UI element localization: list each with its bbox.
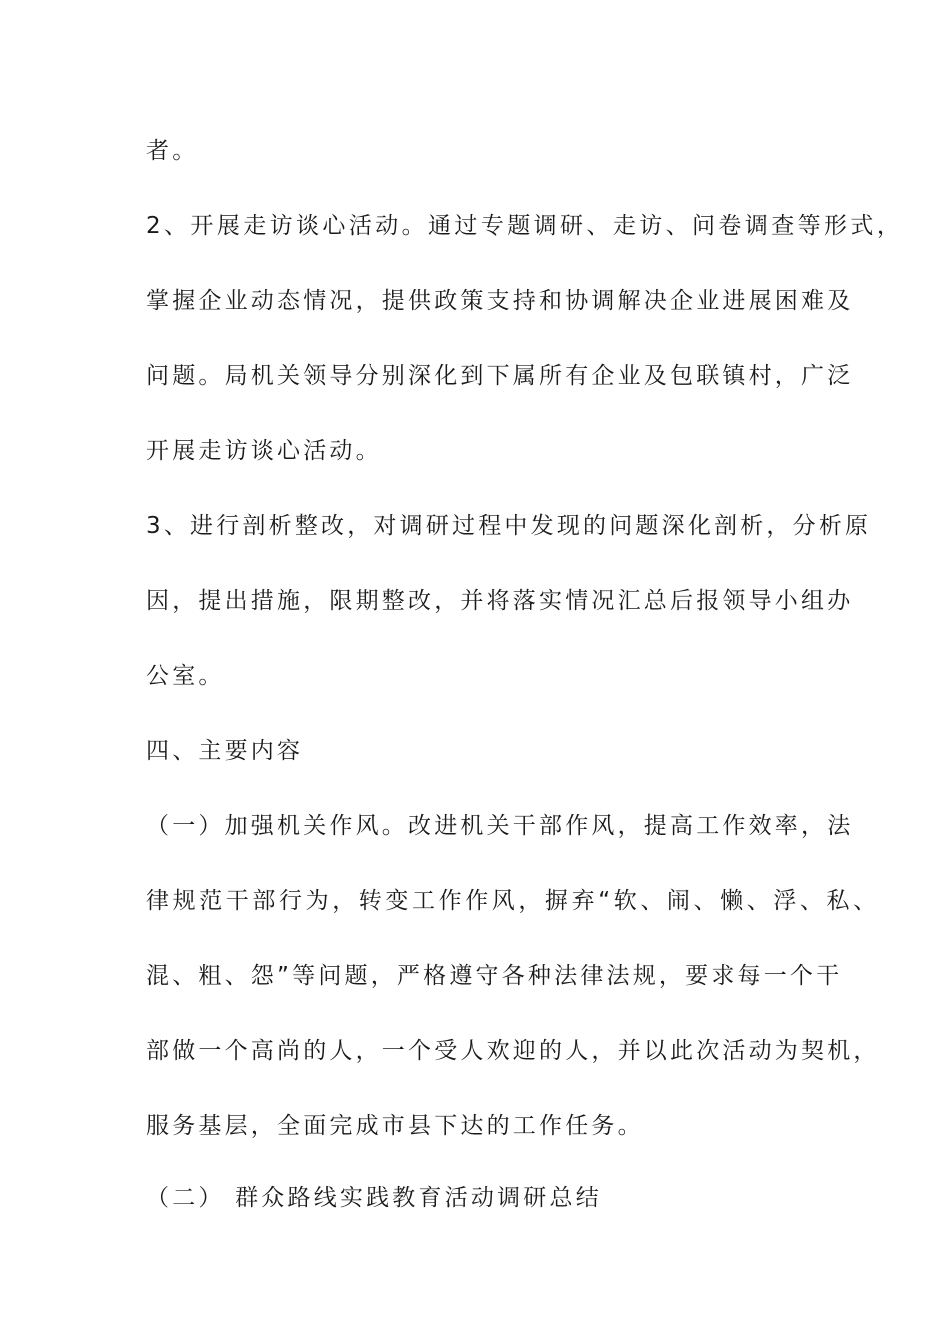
text-line-item-3-start: 3、进行剖析整改，对调研过程中发现的问题深化剖析，分析原	[146, 513, 872, 539]
text-line: 公室。	[146, 663, 225, 689]
text-line: 因，提出措施，限期整改，并将落实情况汇总后报领导小组办	[146, 588, 854, 614]
text-line-continuation: 者。	[146, 138, 199, 164]
text-line: 掌握企业动态情况，提供政策支持和协调解决企业进展困难及	[146, 288, 854, 314]
text-line-item-2-start: 2、开展走访谈心活动。通过专题调研、走访、问卷调查等形式，	[146, 213, 904, 239]
text-line: 混、粗、怨”等问题，严格遵守各种法律法规，要求每一个干	[146, 963, 843, 989]
text-line: 问题。局机关领导分别深化到下属所有企业及包联镇村，广泛	[146, 363, 854, 389]
text-line: 服务基层，全面完成市县下达的工作任务。	[146, 1113, 644, 1139]
text-line: 部做一个高尚的人，一个受人欢迎的人，并以此次活动为契机，	[146, 1038, 880, 1064]
section-heading: 四、主要内容	[146, 738, 304, 764]
text-line: 律规范干部行为，转变工作作风，摒弃“软、闹、懒、浮、私、	[146, 888, 880, 914]
subsection-1-start: （一）加强机关作风。改进机关干部作风，提高工作效率，法	[146, 813, 854, 839]
text-line: 开展走访谈心活动。	[146, 438, 382, 464]
subsection-2-heading: （二） 群众路线实践教育活动调研总结	[146, 1185, 602, 1211]
